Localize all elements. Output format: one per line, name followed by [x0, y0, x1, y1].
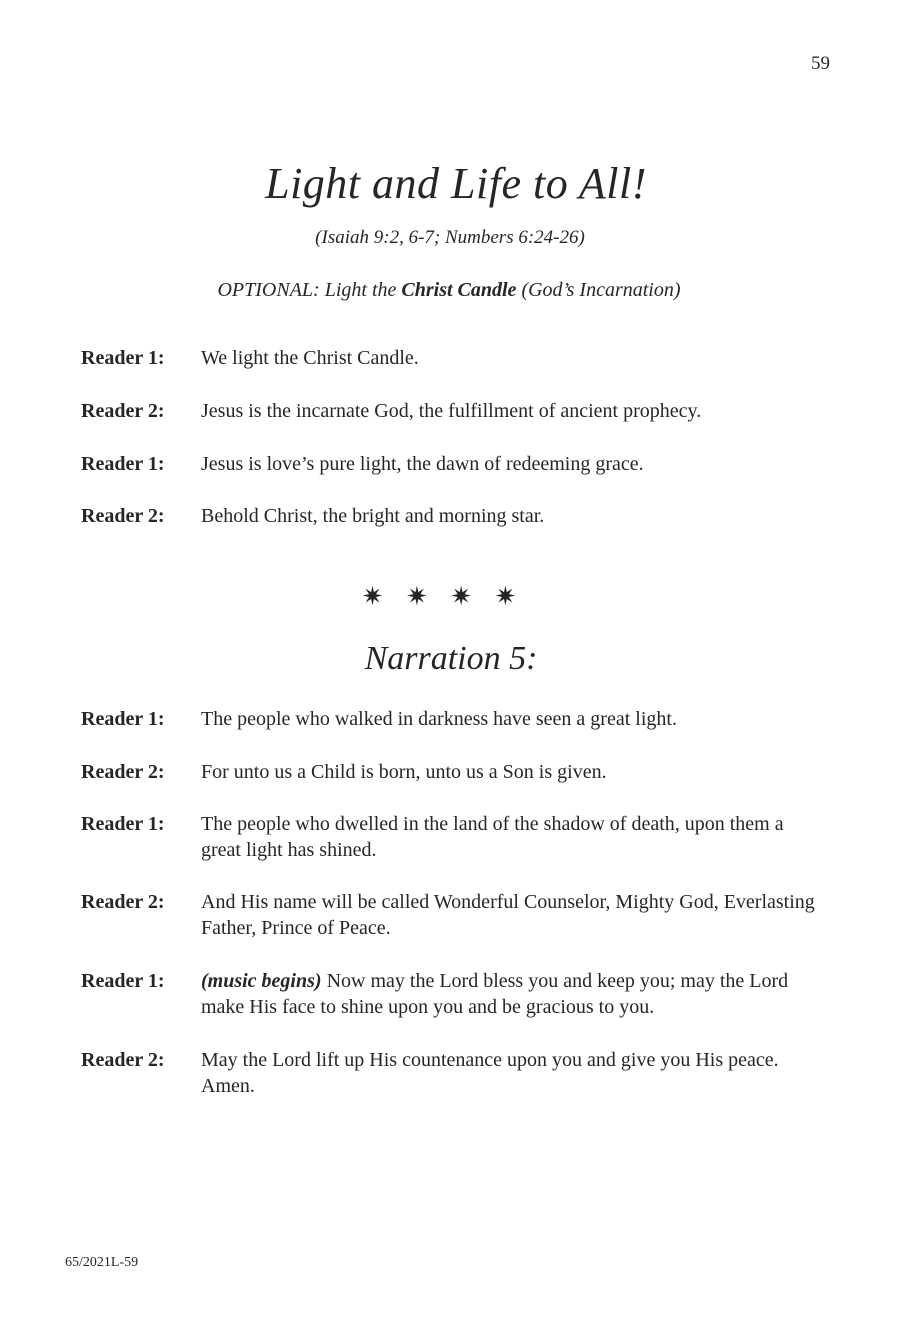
reader-label: Reader 1: [81, 347, 165, 369]
reading-text: Jesus is love’s pure light, the dawn of redeeming grace. [201, 453, 644, 475]
reading-text: For unto us a Child is born, unto us a Son is given. [201, 761, 607, 783]
reader-label: Reader 2: [81, 1049, 165, 1071]
reader-label: Reader 2: [81, 761, 165, 783]
reader-label: Reader 2: [81, 891, 165, 913]
page-number: 59 [811, 53, 830, 74]
reading-text-with-cue [201, 968, 821, 1020]
reader-label: Reader 1: [81, 813, 165, 835]
reading-text: And His name will be called Wonderful Counselor, Mighty God, Everlasting Father, Prince of Peace. [201, 891, 815, 939]
reading-text: The people who dwelled in the land of the shadow of death, upon them a great light has shined. [201, 813, 784, 861]
optional-suffix: (God’s Incarnation) [516, 279, 681, 301]
reading-text: Now may the Lord bless you and keep you; may the Lord make His face to shine upon you and be gracious to you. [201, 970, 789, 1018]
scripture-reference: (Isaiah 9:2, 6-7; Numbers 6:24-26) [315, 227, 585, 248]
reader-label: Reader 2: [81, 400, 165, 422]
footer-code: 65/2021L-59 [65, 1255, 139, 1270]
reading-text: The people who walked in darkness have seen a great light. [201, 708, 677, 730]
optional-candle-name: Christ Candle [401, 279, 517, 301]
music-cue: (music begins) [201, 970, 322, 992]
reader-label: Reader 1: [81, 970, 165, 992]
page-title: Light and Life to All! [265, 159, 647, 208]
reading-text: Jesus is the incarnate God, the fulfillment of ancient prophecy. [201, 400, 702, 422]
optional-instruction [0, 279, 898, 302]
reading-text: We light the Christ Candle. [201, 347, 419, 369]
reader-label: Reader 1: [81, 708, 165, 730]
reader-label: Reader 1: [81, 453, 165, 475]
section-separator: ✷ ✷ ✷ ✷ [361, 582, 525, 611]
optional-prefix: OPTIONAL: Light the [217, 279, 402, 301]
reader-label: Reader 2: [81, 505, 165, 527]
reading-text: Behold Christ, the bright and morning star. [201, 505, 545, 527]
narration-heading: Narration 5: [364, 640, 538, 677]
reading-text: May the Lord lift up His countenance upon you and give you His peace. Amen. [201, 1049, 779, 1097]
